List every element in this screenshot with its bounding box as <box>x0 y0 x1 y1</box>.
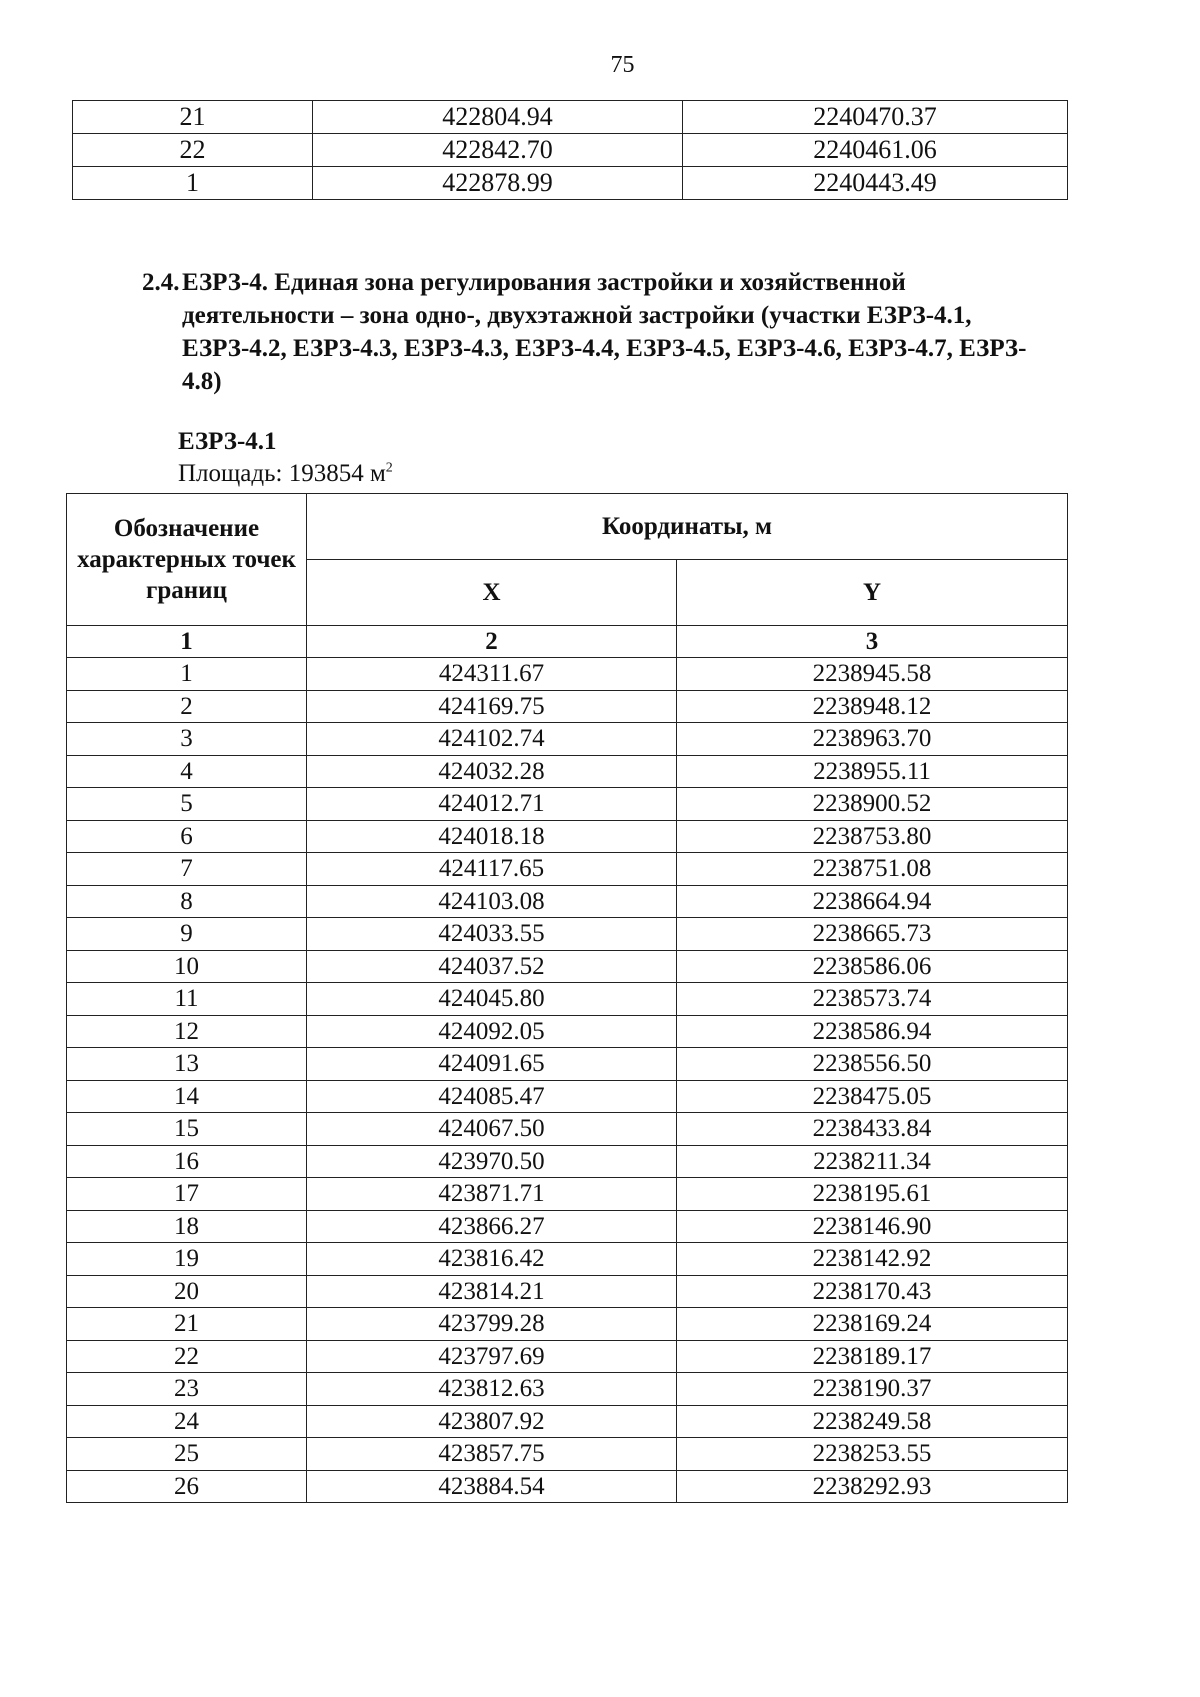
point-number-cell: 9 <box>67 918 307 951</box>
table-row <box>67 1113 1068 1146</box>
y-coordinate-cell: 2240461.06 <box>683 134 1068 167</box>
point-number-cell: 22 <box>67 1340 307 1373</box>
coordinates-table <box>66 493 1068 1503</box>
x-coordinate-cell: 424085.47 <box>307 1080 677 1113</box>
table-row <box>73 134 1068 167</box>
point-number-cell: 1 <box>67 658 307 691</box>
y-coordinate-cell: 2238665.73 <box>677 918 1068 951</box>
y-coordinate-cell: 2238573.74 <box>677 983 1068 1016</box>
table-row <box>67 820 1068 853</box>
page-number: 75 <box>610 52 635 78</box>
column-number-3: 3 <box>677 626 1068 658</box>
x-coordinate-cell: 423871.71 <box>307 1178 677 1211</box>
table-row <box>67 1438 1068 1471</box>
point-number-cell: 16 <box>67 1145 307 1178</box>
table-row <box>67 723 1068 756</box>
section-line-3: ЕЗРЗ-4.2, ЕЗРЗ-4.3, ЕЗРЗ-4.3, ЕЗРЗ-4.4, ЕЗРЗ-4.5, ЕЗРЗ-4.6, ЕЗРЗ-4.7, ЕЗРЗ- <box>182 335 1027 362</box>
x-coordinate-cell: 423807.92 <box>307 1405 677 1438</box>
point-number-cell: 6 <box>67 820 307 853</box>
x-coordinate-cell: 423799.28 <box>307 1308 677 1341</box>
y-coordinate-cell: 2238142.92 <box>677 1243 1068 1276</box>
table-row <box>67 1470 1068 1503</box>
point-number-cell: 12 <box>67 1015 307 1048</box>
point-number-cell: 26 <box>67 1470 307 1503</box>
x-coordinate-cell: 423812.63 <box>307 1373 677 1406</box>
y-coordinate-cell: 2238146.90 <box>677 1210 1068 1243</box>
x-coordinate-cell: 424033.55 <box>307 918 677 951</box>
y-coordinate-cell: 2238211.34 <box>677 1145 1068 1178</box>
x-coordinate-cell: 422804.94 <box>313 101 683 134</box>
table-row <box>67 1145 1068 1178</box>
table-row <box>67 690 1068 723</box>
table-row <box>67 1178 1068 1211</box>
point-number-cell: 3 <box>67 723 307 756</box>
y-coordinate-cell: 2238948.12 <box>677 690 1068 723</box>
table-row <box>67 853 1068 886</box>
y-coordinate-cell: 2238190.37 <box>677 1373 1068 1406</box>
y-coordinate-cell: 2238963.70 <box>677 723 1068 756</box>
table-row <box>67 1080 1068 1113</box>
y-coordinate-cell: 2238249.58 <box>677 1405 1068 1438</box>
point-number-cell: 11 <box>67 983 307 1016</box>
point-number-cell: 1 <box>73 167 313 200</box>
point-number-cell: 21 <box>67 1308 307 1341</box>
x-coordinate-cell: 423857.75 <box>307 1438 677 1471</box>
table-row <box>67 950 1068 983</box>
point-number-cell: 10 <box>67 950 307 983</box>
x-coordinate-cell: 424012.71 <box>307 788 677 821</box>
subsection-title: ЕЗРЗ-4.1 <box>178 428 277 455</box>
table-row <box>67 1405 1068 1438</box>
section-line-2: деятельности – зона одно-, двухэтажной застройки (участки ЕЗРЗ-4.1, <box>182 302 972 329</box>
point-number-cell: 22 <box>73 134 313 167</box>
y-coordinate-cell: 2238253.55 <box>677 1438 1068 1471</box>
point-number-cell: 5 <box>67 788 307 821</box>
x-coordinate-cell: 424103.08 <box>307 885 677 918</box>
x-coordinate-cell: 424018.18 <box>307 820 677 853</box>
table-row <box>67 1308 1068 1341</box>
table-row <box>67 755 1068 788</box>
table-row <box>67 658 1068 691</box>
table-row <box>67 1210 1068 1243</box>
header-point-designation: Обозначение характерных точек границ <box>67 494 307 626</box>
x-coordinate-cell: 424102.74 <box>307 723 677 756</box>
table-row <box>67 1340 1068 1373</box>
table-row <box>67 983 1068 1016</box>
y-coordinate-cell: 2238433.84 <box>677 1113 1068 1146</box>
y-coordinate-cell: 2238586.94 <box>677 1015 1068 1048</box>
point-number-cell: 25 <box>67 1438 307 1471</box>
header-x: X <box>307 560 677 626</box>
point-number-cell: 17 <box>67 1178 307 1211</box>
point-number-cell: 19 <box>67 1243 307 1276</box>
x-coordinate-cell: 424045.80 <box>307 983 677 1016</box>
header-coordinates: Координаты, м <box>307 494 1068 560</box>
point-number-cell: 7 <box>67 853 307 886</box>
y-coordinate-cell: 2238169.24 <box>677 1308 1068 1341</box>
table-row <box>73 101 1068 134</box>
y-coordinate-cell: 2238753.80 <box>677 820 1068 853</box>
x-coordinate-cell: 423814.21 <box>307 1275 677 1308</box>
x-coordinate-cell: 424169.75 <box>307 690 677 723</box>
y-coordinate-cell: 2238955.11 <box>677 755 1068 788</box>
y-coordinate-cell: 2238189.17 <box>677 1340 1068 1373</box>
column-number-2: 2 <box>307 626 677 658</box>
table-row <box>67 918 1068 951</box>
y-coordinate-cell: 2238664.94 <box>677 885 1068 918</box>
section-heading <box>142 266 1142 398</box>
y-coordinate-cell: 2238170.43 <box>677 1275 1068 1308</box>
point-number-cell: 18 <box>67 1210 307 1243</box>
section-line-1: ЕЗРЗ-4. Единая зона регулирования застройки и хозяйственной <box>182 269 906 296</box>
table-row <box>67 1373 1068 1406</box>
point-number-cell: 2 <box>67 690 307 723</box>
x-coordinate-cell: 424032.28 <box>307 755 677 788</box>
y-coordinate-cell: 2238586.06 <box>677 950 1068 983</box>
x-coordinate-cell: 422842.70 <box>313 134 683 167</box>
y-coordinate-cell: 2238556.50 <box>677 1048 1068 1081</box>
area-superscript: 2 <box>385 460 393 476</box>
point-number-cell: 13 <box>67 1048 307 1081</box>
x-coordinate-cell: 423970.50 <box>307 1145 677 1178</box>
section-line-4: 4.8) <box>182 368 222 395</box>
table-row <box>73 167 1068 200</box>
x-coordinate-cell: 424117.65 <box>307 853 677 886</box>
point-number-cell: 15 <box>67 1113 307 1146</box>
section-number: 2.4. <box>142 269 180 296</box>
y-coordinate-cell: 2240443.49 <box>683 167 1068 200</box>
y-coordinate-cell: 2238292.93 <box>677 1470 1068 1503</box>
area-label <box>178 460 393 488</box>
y-coordinate-cell: 2238751.08 <box>677 853 1068 886</box>
coordinates-table-body <box>67 658 1068 1503</box>
top-coordinates-table <box>72 100 1068 200</box>
point-number-cell: 24 <box>67 1405 307 1438</box>
x-coordinate-cell: 423797.69 <box>307 1340 677 1373</box>
y-coordinate-cell: 2238900.52 <box>677 788 1068 821</box>
table-row <box>67 1243 1068 1276</box>
x-coordinate-cell: 424091.65 <box>307 1048 677 1081</box>
point-number-cell: 8 <box>67 885 307 918</box>
table-row <box>67 1015 1068 1048</box>
y-coordinate-cell: 2238195.61 <box>677 1178 1068 1211</box>
x-coordinate-cell: 424092.05 <box>307 1015 677 1048</box>
point-number-cell: 23 <box>67 1373 307 1406</box>
y-coordinate-cell: 2240470.37 <box>683 101 1068 134</box>
area-text: Площадь: 193854 м <box>178 460 386 487</box>
point-number-cell: 21 <box>73 101 313 134</box>
table-row <box>67 885 1068 918</box>
y-coordinate-cell: 2238945.58 <box>677 658 1068 691</box>
x-coordinate-cell: 423816.42 <box>307 1243 677 1276</box>
y-coordinate-cell: 2238475.05 <box>677 1080 1068 1113</box>
x-coordinate-cell: 422878.99 <box>313 167 683 200</box>
table-row <box>67 1048 1068 1081</box>
column-number-1: 1 <box>67 626 307 658</box>
x-coordinate-cell: 424037.52 <box>307 950 677 983</box>
point-number-cell: 4 <box>67 755 307 788</box>
point-number-cell: 14 <box>67 1080 307 1113</box>
x-coordinate-cell: 423866.27 <box>307 1210 677 1243</box>
table-row <box>67 1275 1068 1308</box>
point-number-cell: 20 <box>67 1275 307 1308</box>
x-coordinate-cell: 423884.54 <box>307 1470 677 1503</box>
x-coordinate-cell: 424311.67 <box>307 658 677 691</box>
x-coordinate-cell: 424067.50 <box>307 1113 677 1146</box>
table-row <box>67 788 1068 821</box>
top-table-body <box>73 101 1068 200</box>
header-y: Y <box>677 560 1068 626</box>
